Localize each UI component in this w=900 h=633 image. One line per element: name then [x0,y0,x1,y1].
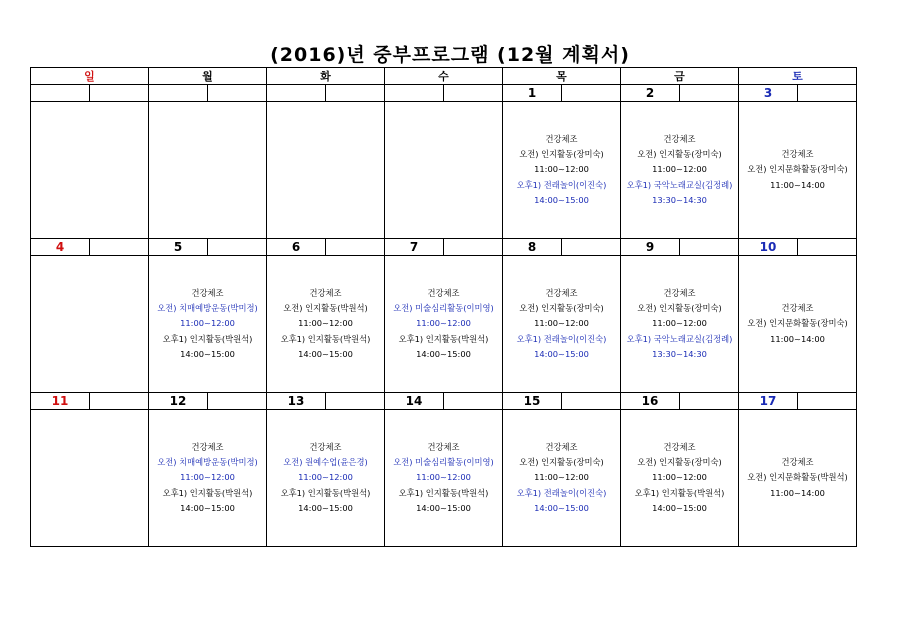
date-number: 7 [409,240,419,254]
cell-divider [207,239,208,255]
cell-divider [679,393,680,409]
cell-divider [443,239,444,255]
schedule-line: 오전) 인지문화활동(박원석) [747,472,848,483]
schedule-line: 오후1) 인지활동(박원석) [280,333,371,344]
schedule-cell [621,102,739,239]
schedule-line: 오전) 인지활동(장미숙) [519,149,604,160]
cell-divider [89,393,90,409]
schedule-line: 14:00~15:00 [180,348,235,359]
date-cell [149,239,267,256]
schedule-line: 오전) 치매예방운동(박미정) [157,457,258,468]
schedule-cell [149,410,267,547]
schedule-cell [31,410,149,547]
date-number-row [31,85,857,102]
schedule-line: 14:00~15:00 [180,502,235,513]
schedule-cell [621,256,739,393]
date-cell [621,239,739,256]
weekday-header-row [31,68,857,85]
weekday-header: 수 [385,68,503,85]
schedule-line: 건강체조 [545,441,578,452]
schedule-cell [385,410,503,547]
date-number: 4 [55,240,65,254]
schedule-line: 오전) 인지활동(장미숙) [637,457,722,468]
schedule-line: 건강체조 [545,287,578,298]
date-cell [385,393,503,410]
schedule-line: 건강체조 [781,149,814,160]
date-number: 16 [641,394,659,408]
date-cell [739,393,857,410]
schedule-row [31,256,857,393]
schedule-line: 오전) 인지활동(장미숙) [519,457,604,468]
date-cell [267,85,385,102]
date-number: 5 [173,240,183,254]
cell-divider [797,85,798,101]
schedule-line: 오후1) 인지활동(박원석) [280,487,371,498]
cell-divider [325,393,326,409]
schedule-line: 건강체조 [545,133,578,144]
schedule-line: 건강체조 [427,441,460,452]
date-number: 6 [291,240,301,254]
schedule-line: 오전) 원예수업(윤은경) [283,457,368,468]
weekday-header: 화 [267,68,385,85]
schedule-cell [739,410,857,547]
date-number: 15 [523,394,541,408]
schedule-line: 11:00~12:00 [652,318,707,329]
weekday-header: 목 [503,68,621,85]
date-cell [739,85,857,102]
schedule-line: 오전) 미술심리활동(이미영) [393,457,494,468]
schedule-line: 11:00~14:00 [770,487,825,498]
date-cell [385,239,503,256]
schedule-cell [503,102,621,239]
schedule-line: 11:00~12:00 [534,318,589,329]
schedule-line: 오전) 인지문화활동(장미숙) [747,318,848,329]
schedule-cell [149,102,267,239]
date-number: 1 [527,86,537,100]
schedule-line: 건강체조 [663,441,696,452]
schedule-line: 건강체조 [309,441,342,452]
schedule-row [31,102,857,239]
schedule-line: 오후1) 인지활동(박원석) [162,487,253,498]
schedule-line: 건강체조 [663,287,696,298]
page-title: (2016)년 중부프로그램 (12월 계획서) [270,44,630,66]
schedule-line: 14:00~15:00 [534,348,589,359]
schedule-cell [503,256,621,393]
date-cell [31,239,149,256]
cell-divider [325,239,326,255]
schedule-line: 11:00~12:00 [652,472,707,483]
schedule-line: 건강체조 [427,287,460,298]
schedule-line: 14:00~15:00 [652,502,707,513]
date-cell [503,393,621,410]
schedule-line: 오후1) 인지활동(박원석) [162,333,253,344]
cell-divider [89,239,90,255]
schedule-line: 건강체조 [191,441,224,452]
date-number: 17 [759,394,777,408]
date-cell [149,393,267,410]
date-number: 13 [287,394,305,408]
schedule-line: 오전) 인지문화활동(장미숙) [747,164,848,175]
schedule-line: 오전) 인지활동(장미숙) [637,149,722,160]
date-cell [621,393,739,410]
date-cell [31,85,149,102]
schedule-line: 건강체조 [309,287,342,298]
schedule-line: 11:00~12:00 [534,472,589,483]
weekday-header: 금 [621,68,739,85]
date-number: 3 [763,86,773,100]
schedule-line: 오후1) 국악노래교실(김정례) [626,179,733,190]
schedule-line: 14:00~15:00 [416,348,471,359]
date-cell [267,393,385,410]
cell-divider [679,239,680,255]
schedule-cell [621,410,739,547]
schedule-line: 11:00~14:00 [770,333,825,344]
schedule-cell [503,410,621,547]
schedule-line: 13:30~14:30 [652,194,707,205]
schedule-line: 오후1) 전래놀이(이진숙) [516,333,607,344]
date-number: 10 [759,240,777,254]
schedule-line: 건강체조 [781,457,814,468]
date-number: 9 [645,240,655,254]
date-cell [267,239,385,256]
schedule-line: 11:00~12:00 [180,472,235,483]
schedule-line: 건강체조 [191,287,224,298]
date-cell [385,85,503,102]
schedule-cell [739,256,857,393]
schedule-line: 14:00~15:00 [416,502,471,513]
schedule-line: 14:00~15:00 [298,502,353,513]
weekday-header: 일 [31,68,149,85]
schedule-line: 오후1) 인지활동(박원석) [398,487,489,498]
date-number: 8 [527,240,537,254]
weekday-header: 월 [149,68,267,85]
schedule-line: 13:30~14:30 [652,348,707,359]
date-number-row [31,239,857,256]
schedule-cell [385,102,503,239]
date-number: 2 [645,86,655,100]
schedule-line: 11:00~14:00 [770,179,825,190]
cell-divider [561,85,562,101]
cell-divider [561,239,562,255]
calendar-table [30,67,857,547]
date-cell [739,239,857,256]
schedule-line: 11:00~12:00 [180,318,235,329]
cell-divider [325,85,326,101]
schedule-line: 오전) 미술심리활동(이미영) [393,303,494,314]
date-cell [621,85,739,102]
schedule-line: 오후1) 전래놀이(이진숙) [516,487,607,498]
schedule-cell [739,102,857,239]
schedule-cell [385,256,503,393]
schedule-cell [31,256,149,393]
schedule-line: 오전) 인지활동(장미숙) [637,303,722,314]
date-cell [149,85,267,102]
schedule-line: 11:00~12:00 [416,318,471,329]
cell-divider [797,239,798,255]
schedule-line: 14:00~15:00 [534,502,589,513]
date-cell [503,239,621,256]
schedule-line: 오후1) 인지활동(박원석) [634,487,725,498]
schedule-cell [267,410,385,547]
schedule-row [31,410,857,547]
date-number: 11 [51,394,69,408]
schedule-line: 11:00~12:00 [298,318,353,329]
schedule-line: 11:00~12:00 [652,164,707,175]
date-number-row [31,393,857,410]
schedule-cell [267,256,385,393]
schedule-cell [267,102,385,239]
schedule-line: 14:00~15:00 [298,348,353,359]
schedule-line: 오전) 인지활동(장미숙) [519,303,604,314]
schedule-line: 건강체조 [663,133,696,144]
cell-divider [679,85,680,101]
date-number: 14 [405,394,423,408]
date-number: 12 [169,394,187,408]
weekday-header: 토 [739,68,857,85]
cell-divider [561,393,562,409]
cell-divider [443,85,444,101]
date-cell [503,85,621,102]
cell-divider [89,85,90,101]
cell-divider [207,85,208,101]
schedule-line: 오후1) 전래놀이(이진숙) [516,179,607,190]
schedule-line: 14:00~15:00 [534,194,589,205]
schedule-line: 11:00~12:00 [534,164,589,175]
schedule-line: 건강체조 [781,303,814,314]
schedule-cell [31,102,149,239]
cell-divider [443,393,444,409]
schedule-cell [149,256,267,393]
schedule-line: 11:00~12:00 [416,472,471,483]
schedule-line: 오전) 인지활동(박원석) [283,303,368,314]
cell-divider [207,393,208,409]
schedule-line: 11:00~12:00 [298,472,353,483]
schedule-line: 오전) 치매예방운동(박미정) [157,303,258,314]
schedule-line: 오후1) 인지활동(박원석) [398,333,489,344]
date-cell [31,393,149,410]
schedule-line: 오후1) 국악노래교실(김정례) [626,333,733,344]
cell-divider [797,393,798,409]
